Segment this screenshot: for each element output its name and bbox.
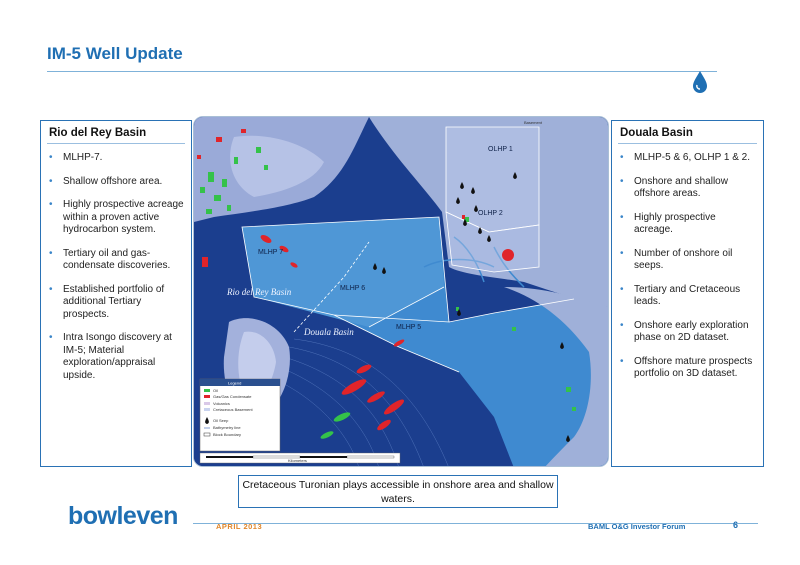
bullet-item: • Established portfolio of additional Tertiary prospects. [49,284,185,322]
legend-item: Bathymetry line [213,425,241,430]
bullet-item: • Highly prospective acreage within a proven active hydrocarbon system. [49,199,185,237]
legend-title: Legend [228,380,242,386]
legend-item: Cretaceous Basement [213,407,253,412]
rio-del-rey-title: Rio del Rey Basin [49,127,147,139]
douala-bullets [620,152,757,392]
title-divider [47,71,717,72]
bullet-item: • MLHP-5 & 6, OLHP 1 & 2. [620,152,757,165]
bullet-item: • Shallow offshore area. [49,176,185,189]
legend-item: Oil [213,388,218,393]
page-title: IM-5 Well Update [47,44,183,63]
footer-event: BAML O&G Investor Forum [588,522,686,531]
legend-item: Oil Seep [213,418,229,423]
map-legend [200,379,280,451]
footer-date: APRIL 2013 [216,522,263,531]
bullet-item: • MLHP-7. [49,152,185,165]
panel-divider [618,143,757,144]
map-label-mlhp7: MLHP 7 [258,249,284,256]
water-drop-icon [690,70,710,94]
map-caption: Cretaceous Turonian plays accessible in onshore area and shallow waters. [238,475,558,508]
bullet-item: • Offshore mature prospects portfolio on 3D dataset. [620,356,757,381]
license-map [193,116,609,467]
bullet-item: • Onshore early exploration phase on 2D dataset. [620,320,757,345]
company-logo: bowleven [68,502,178,530]
rio-del-rey-bullets [49,152,185,393]
scale-label: Kilometers [288,458,307,463]
page-number: 6 [733,520,739,530]
bullet-item: • Onshore and shallow offshore areas. [620,176,757,201]
map-label-basement: Basement [524,120,543,125]
legend-item: Gas/Gas Condensate [213,394,252,399]
legend-item: Volcanics [213,401,230,406]
map-label-olhp1: OLHP 1 [488,146,513,153]
map-label-olhp2: OLHP 2 [478,210,503,217]
map-label-douala: Douala Basin [304,327,354,337]
legend-item: Block Boundary [213,432,242,437]
douala-title: Douala Basin [620,127,693,139]
bullet-item: • Tertiary and Cretaceous leads. [620,284,757,309]
map-label-mlhp6: MLHP 6 [340,285,366,292]
panel-divider [47,143,185,144]
rio-del-rey-panel [40,120,192,467]
bullet-item: • Highly prospective acreage. [620,212,757,237]
map-scale-bar [200,453,400,463]
map-label-rio-del-rey: Rio del Rey Basin [227,287,292,297]
douala-panel [611,120,764,467]
map-label-mlhp5: MLHP 5 [396,324,422,331]
bullet-item: • Number of onshore oil seeps. [620,248,757,273]
bullet-item: • Tertiary oil and gas-condensate discoveries. [49,248,185,273]
bullet-item: • Intra Isongo discovery at IM-5; Material exploration/appraisal upside. [49,332,185,382]
